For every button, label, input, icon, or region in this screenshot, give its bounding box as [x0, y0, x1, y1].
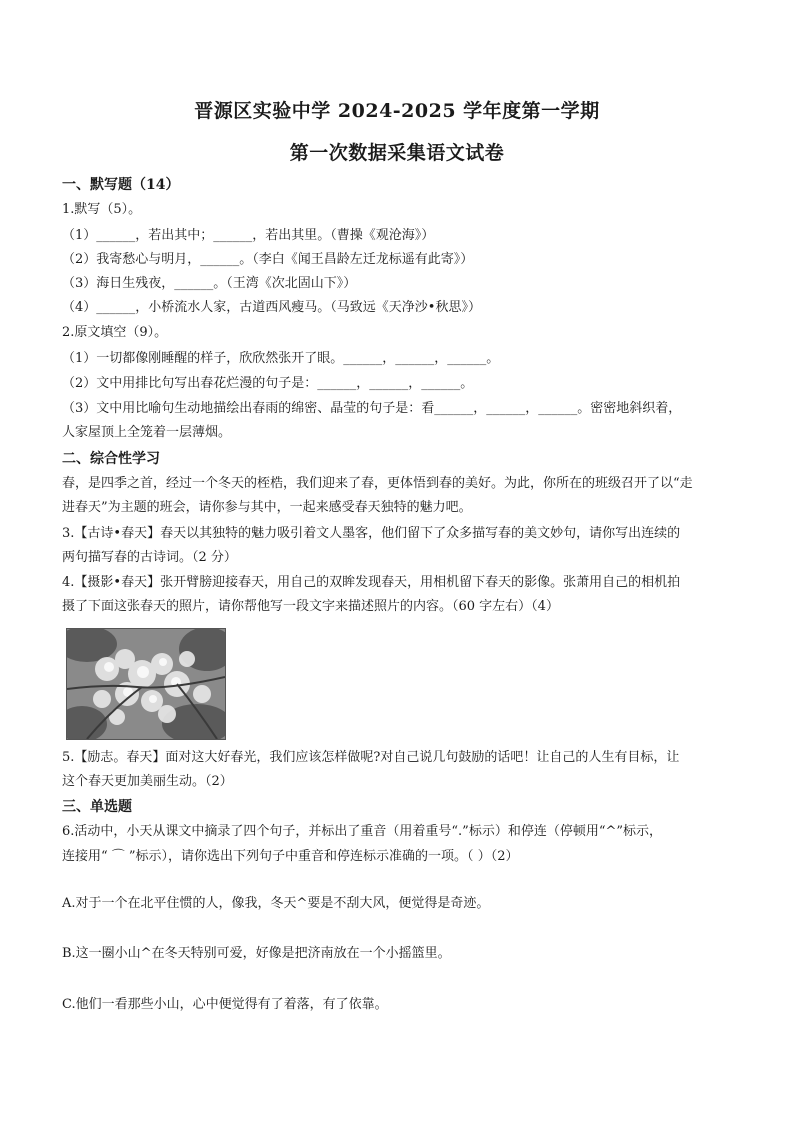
question-1-item-3: （3）海日生残夜，______。（王湾《次北固山下》） — [62, 276, 357, 291]
section-1-heading: 一、默写题（14） — [62, 177, 180, 193]
question-5-line-2: 这个春天更加美丽生动。（2） — [62, 774, 233, 789]
section-2-heading: 二、综合性学习 — [62, 451, 160, 467]
exam-title-line2: 第一次数据采集语文试卷 — [289, 142, 505, 164]
question-2-title: 2.原文填空（9）。 — [62, 325, 168, 340]
question-3-line-2: 两句描写春的古诗词。（2 分） — [62, 550, 237, 565]
question-3-line-1: 3.【古诗•春天】春天以其独特的魅力吸引着文人墨客，他们留下了众多描写春的美文妙句，请你写出连续的 — [62, 526, 681, 541]
question-2-item-2: （2）文中用排比句写出春花烂漫的句子是：______，______，______。 — [62, 376, 474, 391]
option-a: A.对于一个在北平住惯的人，像我，冬天^要是不刮大风，便觉得是奇迹。 — [62, 896, 490, 911]
question-4-line-2: 摄了下面这张春天的照片，请你帮他写一段文字来描述照片的内容。（60 字左右）（4） — [62, 599, 559, 614]
question-1-item-2: （2）我寄愁心与明月，______。（李白《闻王昌龄左迁龙标遥有此寄》） — [62, 252, 474, 267]
question-1-item-4: （4）______，小桥流水人家，古道西风瘦马。（马致远《天净沙•秋思》） — [62, 300, 481, 315]
question-5-line-1: 5.【励志。春天】面对这大好春光，我们应该怎样做呢?对自己说几句鼓励的话吧！让自己的人生有目标，让 — [62, 750, 680, 765]
spring-blossom-photo — [66, 628, 226, 740]
question-2-item-3: （3）文中用比喻句生动地描绘出春雨的绵密、晶莹的句子是：看______，______，______。密密地斜织着， — [62, 401, 682, 416]
question-6-line-2: 连接用“ ⌒ ”标示），请你选出下列句子中重音和停连标示准确的一项。（ ）（2） — [62, 849, 519, 864]
option-b: B.这一圈小山^在冬天特别可爱，好像是把济南放在一个小摇篮里。 — [62, 946, 451, 961]
question-2-item-1: （1）一切都像刚睡醒的样子，欣欣然张开了眼。______，______，______。 — [62, 351, 500, 366]
question-6-line-1: 6.活动中，小天从课文中摘录了四个句子，并标出了重音（用着重号“.”标示）和停连（停顿用“^”标示， — [62, 824, 663, 839]
intro-line-2: 进春天”为主题的班会，请你参与其中，一起来感受春天独特的魅力吧。 — [62, 500, 472, 515]
exam-title-line1: 晋源区实验中学 2024-2025 学年度第一学期 — [194, 100, 600, 122]
intro-line-1: 春，是四季之首，经过一个冬天的桎梏，我们迎来了春，更体悟到春的美好。为此，你所在的班级召开了以“走 — [62, 476, 693, 491]
option-c: C.他们一看那些小山，心中便觉得有了着落，有了依靠。 — [62, 997, 388, 1012]
question-1-item-1: （1）______，若出其中；______，若出其里。（曹操《观沧海》） — [62, 228, 435, 243]
question-1-title: 1.默写（5）。 — [62, 202, 142, 217]
question-2-item-3-continued: 人家屋顶上全笼着一层薄烟。 — [62, 425, 232, 440]
question-4-line-1: 4.【摄影•春天】张开臂膀迎接春天，用自己的双眸发现春天，用相机留下春天的影像。张萧用自己的相机拍 — [62, 575, 681, 590]
section-3-heading: 三、单选题 — [62, 799, 132, 815]
